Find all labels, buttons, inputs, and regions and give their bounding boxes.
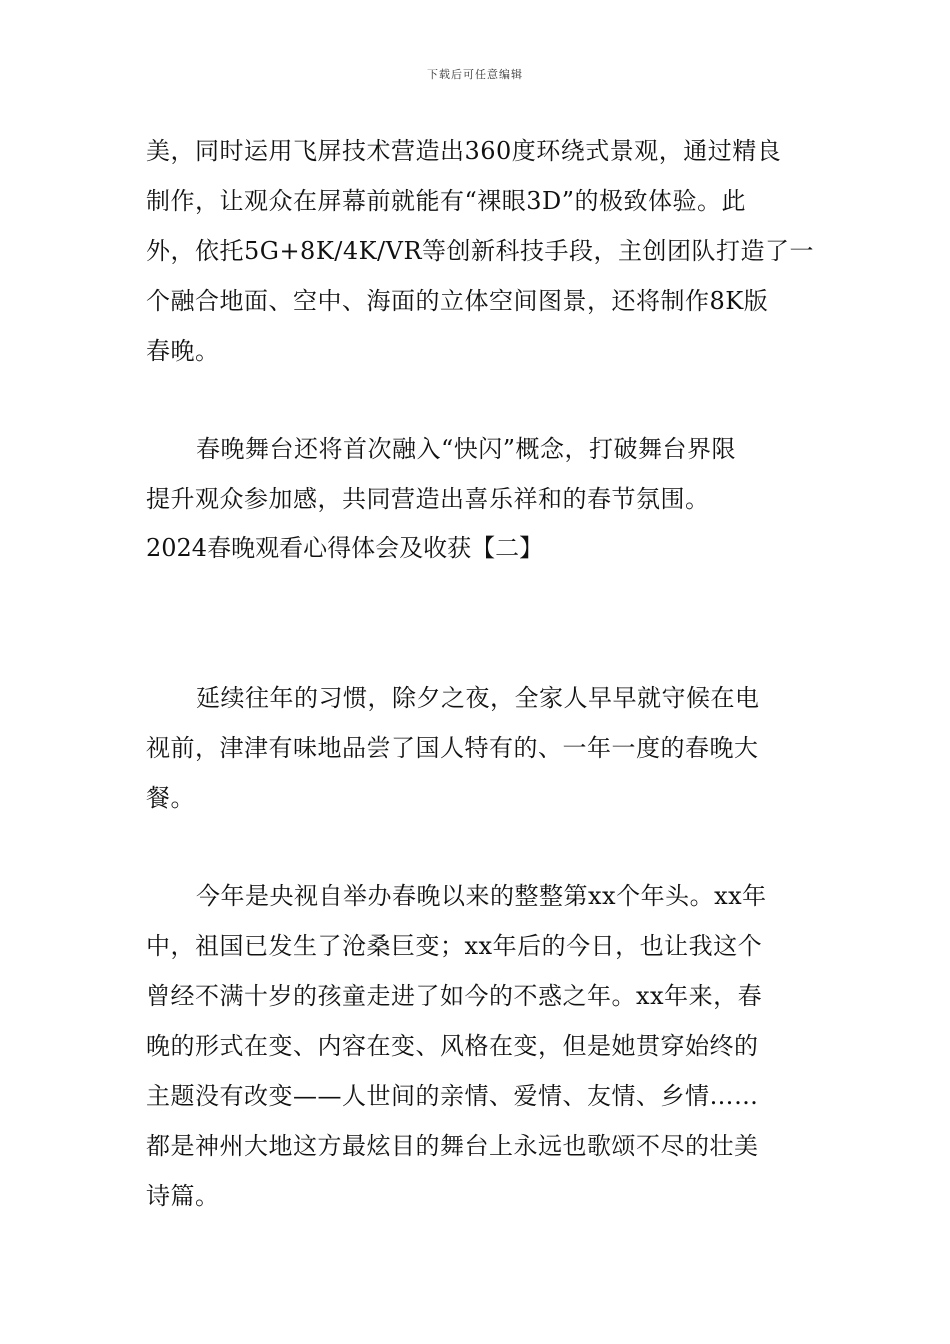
paragraph-2-line-2: 提升观众参加感，共同营造出喜乐祥和的春节氛围。 — [146, 485, 710, 513]
paragraph-4-line-3: 曾经不满十岁的孩童走进了如今的不惑之年。xx年来，春 — [146, 982, 763, 1010]
paragraph-3-line-1: 延续往年的习惯，除夕之夜，全家人早早就守候在电 — [196, 684, 760, 712]
paragraph-2-line-1: 春晚舞台还将首次融入“快闪”概念，打破舞台界限 — [196, 435, 737, 463]
paragraph-4-line-1: 今年是央视自举办春晚以来的整整第xx个年头。xx年 — [196, 882, 767, 910]
paragraph-3-line-2: 视前，津津有味地品尝了国人特有的、一年一度的春晚大 — [146, 734, 759, 762]
paragraph-4-line-4: 晚的形式在变、内容在变、风格在变，但是她贯穿始终的 — [146, 1032, 759, 1060]
paragraph-1-line-5: 春晚。 — [146, 337, 220, 365]
paragraph-4-line-5: 主题没有改变——人世间的亲情、爱情、友情、乡情…… — [146, 1082, 759, 1110]
paragraph-1-line-4: 个融合地面、空中、海面的立体空间图景，还将制作8K版 — [146, 287, 769, 315]
paragraph-4-line-2: 中，祖国已发生了沧桑巨变；xx年后的今日，也让我这个 — [146, 932, 763, 960]
paragraph-4-line-7: 诗篇。 — [146, 1182, 220, 1210]
paragraph-3-line-3: 餐。 — [146, 784, 195, 812]
paragraph-1-line-1: 美，同时运用飞屏技术营造出360度环绕式景观，通过精良 — [146, 137, 782, 165]
section-heading: 2024春晚观看心得体会及收获【二】 — [146, 534, 544, 562]
page-header-note: 下载后可任意编辑 — [427, 68, 523, 81]
paragraph-1-line-2: 制作，让观众在屏幕前就能有“裸眼3D”的极致体验。此 — [146, 187, 747, 215]
paragraph-4-line-6: 都是神州大地这方最炫目的舞台上永远也歌颂不尽的壮美 — [146, 1132, 759, 1160]
paragraph-1-line-3: 外，依托5G+8K/4K/VR等创新科技手段，主创团队打造了一 — [146, 237, 815, 265]
